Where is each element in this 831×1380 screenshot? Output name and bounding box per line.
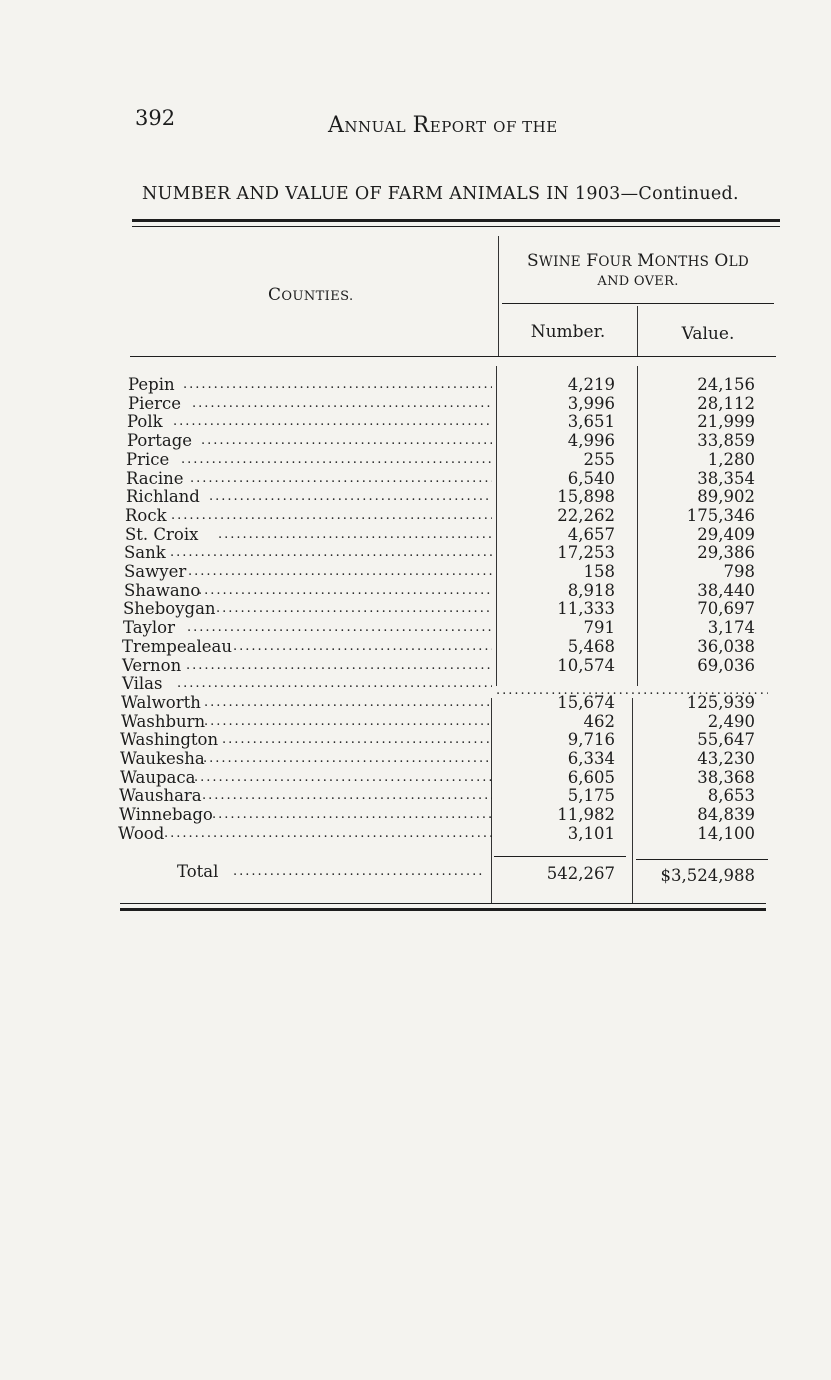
total-value: $3,524,988 [660,866,755,885]
swine-value: 28,112 [697,394,755,413]
table-row [0,413,831,431]
leader-dots [164,825,492,843]
running-head [328,113,558,138]
swine-value: 36,038 [697,637,755,656]
top-rule-thick [132,219,780,222]
leader-dots [204,694,492,712]
county-name: Richland [126,487,200,506]
top-rule-thin [132,226,780,227]
swine-group-header-line1: SWINE FOUR MONTHS OLD [526,251,750,271]
swine-value: 8,653 [707,786,755,805]
swine-value: 43,230 [697,749,755,768]
swine-value: 125,939 [686,693,755,712]
page-number: 392 [135,106,176,130]
total-label: Total [177,862,219,881]
swine-number: 158 [583,562,615,581]
swine-number: 8,918 [567,581,615,600]
county-name: Rock [125,506,167,525]
swine-value: 21,999 [697,412,755,431]
county-name: Pepin [128,375,175,394]
swine-number: 6,605 [567,768,615,787]
running-head-word: REPORT [412,113,487,138]
swine-value: 38,368 [697,768,755,787]
table-row [0,563,831,581]
table-row [0,544,831,562]
table-row [0,769,831,787]
table-row [0,731,831,749]
swine-value: 24,156 [697,375,755,394]
swine-number: 255 [583,450,615,469]
swine-value: 14,100 [697,824,755,843]
bottom-rule-thin [120,903,766,904]
county-name: Portage [127,431,193,450]
swine-number: 791 [583,618,615,637]
counties-header: COUNTIES. [268,285,354,305]
swine-value: 89,902 [697,487,755,506]
column-separator [637,306,638,356]
table-row [0,507,831,525]
county-name: Walworth [121,693,201,712]
county-name: Wood [118,824,165,843]
leader-dots [192,395,492,413]
swine-value: 38,440 [697,581,755,600]
table-row [0,488,831,506]
swine-number: 4,219 [567,375,615,394]
table-row [0,638,831,656]
swine-number: 4,996 [567,431,615,450]
total-leader-dots [233,864,483,879]
swine-number: 11,333 [557,599,615,618]
swine-value: 1,280 [707,450,755,469]
swine-number: 15,898 [557,487,615,506]
leader-dots [209,488,492,506]
number-header: Number. [530,322,606,342]
leader-dots [170,544,492,562]
leader-dots [188,563,492,581]
table-title: NUMBER AND VALUE OF FARM ANIMALS IN 1903—Continued. [142,184,739,204]
leader-dots [181,451,492,469]
total-rule-value [636,859,768,860]
county-name: Waukesha [120,749,205,768]
leader-dots [186,657,492,675]
swine-number: 22,262 [557,506,615,525]
table-row [0,600,831,618]
swine-number: 4,657 [567,525,615,544]
leader-dots [187,619,492,637]
table-row [0,395,831,413]
swine-number: 6,540 [567,469,615,488]
county-name: Vilas [122,674,163,693]
leader-dots [194,769,492,787]
table-row [0,713,831,731]
swine-value: 69,036 [697,656,755,675]
county-name: Trempealeau [122,637,232,656]
swine-value: 70,697 [697,599,755,618]
county-name: Waupaca [120,768,196,787]
table-row [0,657,831,675]
swine-value: 798 [723,562,755,581]
county-name: Pierce [128,394,182,413]
swine-number: 3,996 [567,394,615,413]
running-head-word: OF THE [493,118,558,136]
county-name: Washington [120,730,219,749]
county-name: Polk [127,412,163,431]
table-row [0,526,831,544]
swine-value: 84,839 [697,805,755,824]
leader-dots [233,638,492,656]
swine-value: 33,859 [697,431,755,450]
swine-number: 15,674 [557,693,615,712]
table-row [0,806,831,824]
column-separator [498,236,499,356]
header-rule [130,356,776,357]
leader-dots [203,750,492,768]
swine-value: 2,490 [707,712,755,731]
swine-number: 5,175 [567,786,615,805]
swine-value: 175,346 [686,506,755,525]
leader-dots [183,376,492,394]
leader-dots [212,806,492,824]
county-name: Sank [124,543,166,562]
county-name: Waushara [119,786,202,805]
swine-value: 3,174 [707,618,755,637]
leader-dots [173,413,492,431]
table-row [0,376,831,394]
swine-value: 29,386 [697,543,755,562]
table-row [0,582,831,600]
county-name: Washburn [121,712,206,731]
swine-number: 11,982 [557,805,615,824]
county-name: Price [126,450,170,469]
leader-dots [177,675,492,693]
vilas-leader-dots [496,683,768,698]
swine-number: 6,334 [567,749,615,768]
bottom-rule-thick [120,908,766,911]
county-name: Winnebago [119,805,213,824]
value-header: Value. [681,324,735,344]
table-row [0,750,831,768]
county-name: Sawyer [124,562,187,581]
total-number: 542,267 [546,864,615,883]
table-row [0,451,831,469]
table-row [0,619,831,637]
running-head-word: ANNUAL [328,113,407,138]
swine-number: 9,716 [567,730,615,749]
leader-dots [190,470,492,488]
swine-number: 17,253 [557,543,615,562]
swine-number: 10,574 [557,656,615,675]
county-name: Taylor [123,618,175,637]
leader-dots [218,526,492,544]
swine-value: 29,409 [697,525,755,544]
table-row [0,787,831,805]
swine-value: 55,647 [697,730,755,749]
leader-dots [201,432,492,450]
leader-dots [222,731,492,749]
leader-dots [202,787,492,805]
county-name: Racine [126,469,184,488]
group-underline [502,303,774,304]
table-row [0,825,831,843]
county-name: St. Croix [125,525,199,544]
leader-dots [216,600,492,618]
swine-number: 5,468 [567,637,615,656]
swine-value: 38,354 [697,469,755,488]
county-name: Sheboygan [123,599,216,618]
leader-dots [198,582,492,600]
swine-group-header [502,252,774,291]
county-name: Shawano [124,581,201,600]
swine-group-header-line2: AND OVER. [597,274,679,289]
table-row [0,432,831,450]
table-row [0,470,831,488]
leader-dots [171,507,492,525]
total-rule-number [494,856,626,857]
county-name: Vernon [122,656,182,675]
swine-number: 3,651 [567,412,615,431]
swine-number: 462 [583,712,615,731]
swine-number: 3,101 [567,824,615,843]
leader-dots [204,713,492,731]
